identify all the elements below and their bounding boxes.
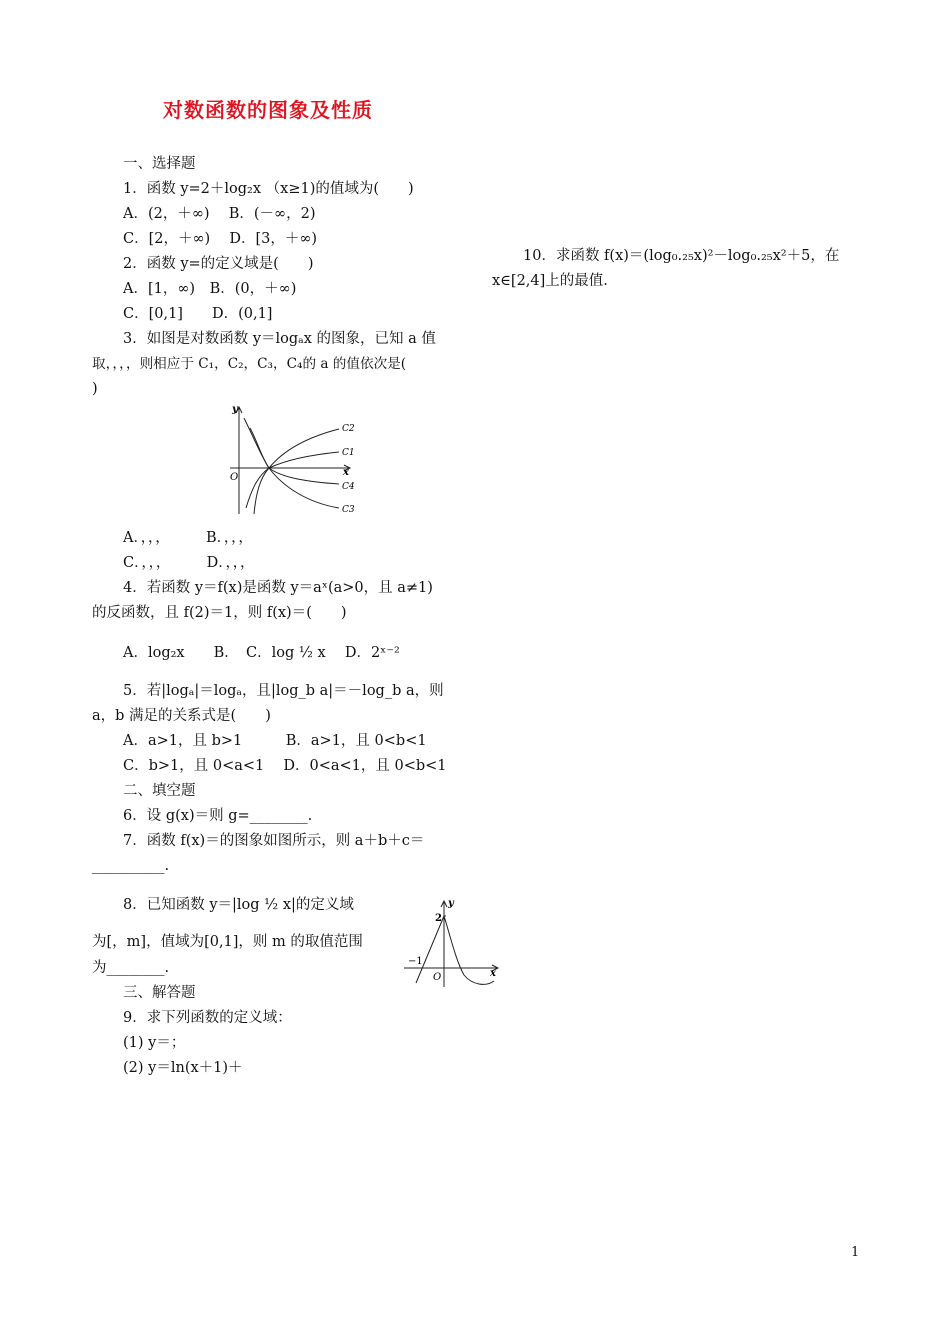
question-5-options-cd: C．b>1，且 0<a<1 D．0<a<1，且 0<b<1 [123,758,447,774]
curve-label-c2: C2 [342,424,355,434]
question-4-line-2: 的反函数，且 f(2)＝1，则 f(x)＝( ) [92,605,347,621]
question-1-options-cd: C．[2，＋∞) D．[3，＋∞) [123,231,318,247]
question-8-line-3: 为________. [92,960,170,976]
log-curves-figure [224,398,364,520]
question-2-options-cd: C．[0,1] D．(0,1] [123,306,273,322]
fig2-x-label: x [490,968,496,979]
question-5-options-ab: A．a>1，且 b>1 B．a>1，且 0<b<1 [123,733,427,749]
curve-label-c3: C3 [342,505,355,515]
question-3-options-cd: C．，，， D．，，， [123,555,255,571]
question-7-line-1: 7．函数 f(x)＝的图象如图所示，则 a＋b＋c＝ [123,833,425,849]
page-title: 对数函数的图象及性质 [163,98,373,122]
fig2-y-label: y [448,898,454,909]
question-1-options-ab: A．(2，＋∞) B．(－∞，2) [123,206,316,222]
question-5-line-1: 5．若|logₐ|＝logₐ，且|log_b a|＝－log_b a，则 [123,683,444,699]
curve-label-c1: C1 [342,448,355,458]
question-8-line-1: 8．已知函数 y＝|log ½ x|的定义域 [123,897,354,913]
question-10-line-2: x∈[2,4]上的最值. [492,273,608,289]
question-3-line-2: 取，，，，则相应于 C₁，C₂，C₃，C₄的 a 的值依次是( [92,356,407,372]
question-1: 1．函数 y=2＋log₂x （x≥1)的值域为( ) [123,181,414,197]
section-heading-choice: 一、选择题 [123,156,196,172]
question-8-line-2: 为[，m]，值域为[0,1]，则 m 的取值范围 [92,934,363,950]
fig1-origin-label: O [230,472,239,483]
curve-label-c4: C4 [342,482,355,492]
question-7-line-2: __________. [92,858,170,874]
fig1-x-label: x [343,467,349,478]
question-3-options-ab: A．，，， B．，，， [123,530,253,546]
question-2: 2．函数 y=的定义域是( ) [123,256,314,272]
section-heading-answer: 三、解答题 [123,985,196,1001]
question-9-part-1: (1) y＝； [123,1035,186,1051]
question-10-line-1: 10．求函数 f(x)＝(log₀.₂₅x)²－log₀.₂₅x²＋5，在 [523,248,840,264]
page-number: 1 [851,1245,860,1260]
question-2-options-ab: A．[1，∞) B．(0，＋∞) [123,281,297,297]
fig1-y-label: y [232,404,238,415]
question-9-part-2: (2) y＝ln(x＋1)＋ [123,1060,243,1076]
question-3-line-3: ) [92,381,98,397]
question-6: 6．设 g(x)＝则 g=________. [123,808,313,824]
function-graph-figure [402,895,500,990]
fig2-tick-y-2: 2 [435,913,442,924]
question-3-line-1: 3．如图是对数函数 y＝logₐx 的图象，已知 a 值 [123,331,436,347]
question-5-line-2: a，b 满足的关系式是( ) [92,708,271,724]
question-4-options: A．log₂x B． C．log ½ x D．2ˣ⁻² [123,645,400,661]
question-4-line-1: 4．若函数 y＝f(x)是函数 y＝aˣ(a>0，且 a≠1) [123,580,433,596]
fig2-tick-x-neg1: −1 [408,956,423,967]
fig2-origin-label: O [433,972,442,983]
question-9: 9．求下列函数的定义域： [123,1010,292,1026]
section-heading-fill: 二、填空题 [123,783,196,799]
